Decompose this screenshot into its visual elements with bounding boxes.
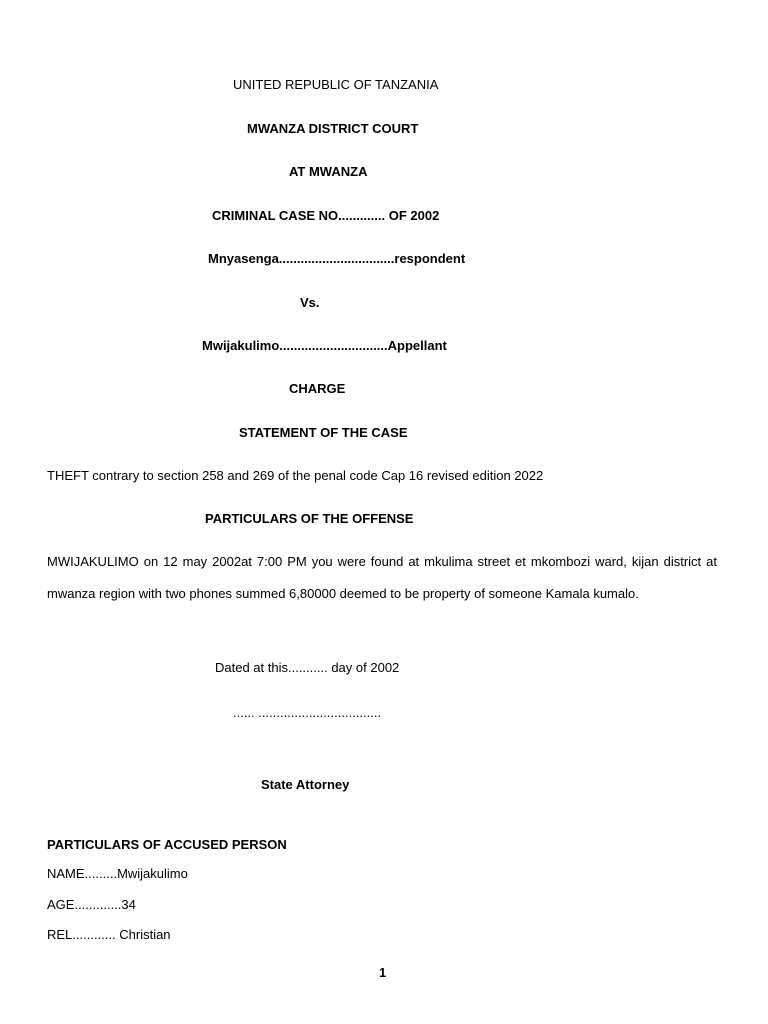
versus-label: Vs.: [300, 295, 320, 310]
appellant-line: Mwijakulimo..............................Appellant: [202, 338, 447, 353]
signature-line: ...... ..................................: [233, 705, 382, 720]
dated-line: Dated at this........... day of 2002: [215, 660, 400, 675]
republic-heading: UNITED REPUBLIC OF TANZANIA: [233, 77, 439, 92]
court-heading: MWANZA DISTRICT COURT: [247, 121, 419, 136]
court-location: AT MWANZA: [289, 164, 368, 179]
case-number: CRIMINAL CASE NO............. OF 2002: [212, 208, 440, 223]
accused-age: AGE.............34: [47, 897, 136, 912]
statement-text: THEFT contrary to section 258 and 269 of the penal code Cap 16 revised edition 2022: [47, 468, 544, 483]
accused-heading: PARTICULARS OF ACCUSED PERSON: [47, 837, 287, 852]
accused-name: NAME.........Mwijakulimo: [47, 866, 188, 881]
respondent-line: Mnyasenga................................respondent: [208, 251, 466, 266]
statement-heading: STATEMENT OF THE CASE: [239, 425, 408, 440]
page-number: 1: [379, 965, 387, 980]
offense-text: MWIJAKULIMO on 12 may 2002at 7:00 PM you were found at mkulima street et mkombozi ward, kijan district at mwanza region with two phones summed 6,80000 deemed to be property of someone Kamala kumalo.: [47, 554, 717, 601]
signatory-label: State Attorney: [261, 777, 350, 792]
accused-religion: REL............ Christian: [47, 927, 171, 942]
offense-heading: PARTICULARS OF THE OFFENSE: [205, 511, 414, 526]
charge-heading: CHARGE: [289, 381, 346, 396]
